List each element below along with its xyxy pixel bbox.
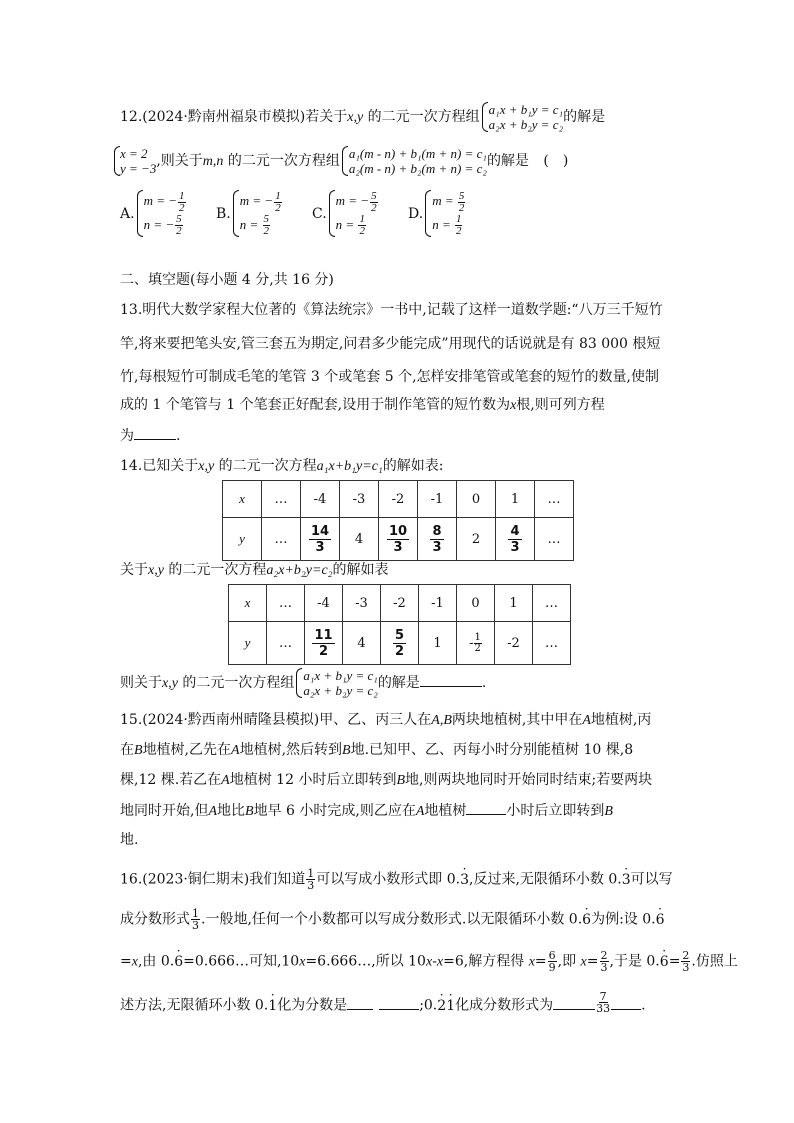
frac-den: 3	[307, 879, 315, 892]
frac-value	[508, 524, 521, 555]
q14-table-1	[222, 480, 574, 561]
q16-frac-1-3	[306, 868, 315, 891]
q15-line2	[120, 740, 633, 761]
q16-text: =	[120, 953, 132, 970]
q15-text: 地植树,然后转到	[239, 742, 343, 758]
frac-den: 3	[315, 539, 325, 555]
table-cell: …	[267, 585, 305, 622]
frac-num: 10	[388, 523, 408, 539]
q14-end-system	[294, 668, 377, 698]
q14-mid-c: 的解如表	[332, 562, 389, 578]
frac-num: 8	[432, 523, 442, 539]
table-cell: x	[223, 481, 262, 518]
q12-option-c[interactable]	[312, 190, 379, 237]
q16-var: x	[528, 954, 535, 970]
table-cell: -3	[343, 585, 381, 622]
table-cell: -1	[418, 481, 457, 518]
q16-text: ,由 0.	[137, 953, 175, 970]
table-cell: …	[535, 518, 574, 561]
q16-frac-1-3	[191, 908, 200, 931]
q13-answer-blank[interactable]	[134, 425, 176, 440]
q12-prefix: 12.(2024·黔南州福泉市模拟)若关于	[120, 109, 348, 125]
frac-num: 1	[275, 189, 281, 202]
q15-line3	[120, 770, 652, 791]
q13-line5	[120, 425, 180, 446]
frac-num: 4	[510, 523, 520, 539]
q15-var: A	[221, 773, 230, 788]
table-cell-frac	[418, 518, 457, 561]
q15-text: 地早 6 小时完成,则乙应在	[253, 803, 416, 819]
q13-line2: 竿,将来要把笔头安,管三套五为期定,问君多少能完成”用现代的话说就是有 83 000 根短	[120, 336, 661, 352]
q15-text: 地,则两块地同时开始同时结束;若要两块	[405, 772, 653, 788]
q14-mid-vars: x,y	[148, 563, 164, 578]
q15-text: 棵,12 棵.若乙在	[120, 772, 222, 788]
table-cell: -2	[381, 585, 419, 622]
frac-value	[312, 628, 334, 659]
q14-intro-c: 的解如表:	[382, 458, 444, 474]
q16-var: x	[436, 954, 444, 970]
q14-intro	[120, 456, 444, 477]
frac-value	[387, 524, 409, 555]
frac-den: 3	[432, 539, 442, 555]
q12-vars: x,y	[347, 110, 364, 125]
q16-text: 可以写	[630, 871, 673, 888]
frac-den: 2	[474, 642, 481, 654]
q12-then-text: ,则关于	[156, 153, 203, 169]
q15-var: B	[134, 743, 143, 758]
frac-num: 1	[179, 189, 185, 202]
q15-var: A	[231, 743, 240, 758]
q14-end-a: 则关于	[120, 675, 162, 691]
q14-end-vars: x,y	[162, 676, 178, 691]
option-label: B.	[216, 205, 231, 222]
option-m: m = −	[239, 193, 274, 208]
table-cell: x	[229, 585, 267, 622]
q16-text: =6.666…,所以 10	[305, 953, 426, 970]
q15-var: A	[582, 713, 591, 728]
q13-line4	[120, 395, 605, 416]
q12-mid-text: 的二元一次方程组	[367, 109, 480, 125]
q12-line1	[120, 102, 605, 132]
option-m-frac	[458, 191, 466, 214]
frac-den: 3	[600, 961, 608, 974]
q15-line1	[120, 710, 651, 731]
table-cell: y	[223, 518, 262, 561]
q12-answer-paren: ( )	[543, 153, 569, 169]
q16-text: 述方法,无限循环小数 0.	[120, 997, 269, 1014]
q13-wei: 为	[120, 428, 134, 444]
q16-repeat-digit: 6 ·	[582, 910, 591, 930]
option-m: m = −	[143, 193, 177, 208]
q16-var: x	[131, 954, 138, 970]
q12-system-1	[480, 102, 563, 132]
option-n: n =	[335, 216, 358, 232]
q16-text: ,即	[557, 953, 577, 970]
q12-option-b[interactable]	[216, 190, 283, 237]
frac-num: 7	[599, 990, 607, 1003]
q14-intro-a: 14.已知关于	[120, 458, 199, 474]
q13-line4-end: 根,则可列方程	[516, 397, 605, 413]
table-row-x	[223, 481, 574, 518]
q15-var: B	[342, 743, 351, 758]
q16-text: 化成分数形式为	[455, 997, 554, 1014]
q12-option-d[interactable]	[408, 190, 466, 237]
section-heading: 二、填空题(每小题 4 分,共 16 分)	[120, 272, 334, 288]
q16-repeat-digit: 3 ·	[622, 870, 631, 890]
q15-text: 两块地植树,其中甲在	[451, 712, 583, 728]
q15-line5: 地.	[120, 832, 139, 848]
frac-num: 5	[371, 189, 377, 202]
q14-intro-eq: a₁x+b₁y=c₁	[316, 459, 383, 474]
frac-value	[309, 524, 331, 555]
table-cell: 1	[496, 481, 535, 518]
table-cell: -2	[495, 622, 533, 665]
table-cell-frac	[301, 518, 340, 561]
frac-num: 2	[600, 949, 608, 962]
q12-system-2-row2: a₂(m - n) + b₂(m + n) = c₂	[348, 161, 487, 176]
q16-line4	[120, 990, 646, 1017]
q12-system-2	[340, 146, 487, 176]
q16-line2	[120, 908, 665, 931]
option-m: m =	[432, 193, 457, 208]
q14-table-2	[228, 584, 571, 665]
table-cell: -4	[305, 585, 343, 622]
q15-var: B	[396, 773, 406, 788]
q16-frac-2-3	[681, 950, 690, 973]
q12-system-1-row1: a₁x + b₁y = c₁	[488, 102, 564, 117]
q12-vars2: m,n	[202, 154, 224, 169]
option-system	[135, 190, 187, 237]
q16-repeat-digit: 6 ·	[656, 910, 665, 930]
frac-den: 2	[275, 201, 281, 214]
q16-var: x	[425, 954, 433, 970]
option-label: A.	[120, 205, 135, 222]
option-system	[231, 190, 283, 237]
q16-frac-2-3	[600, 950, 609, 973]
q14-intro-vars: x,y	[198, 459, 215, 474]
frac-den: 2	[455, 225, 462, 238]
q16-var: x	[580, 954, 587, 970]
q16-repeat-digit: 6 ·	[174, 952, 183, 972]
q16-line3	[120, 950, 738, 973]
q15-text: 小时后立即转到	[506, 803, 605, 819]
q16-text: =6,解方程得	[443, 953, 525, 970]
q15-var: B	[604, 804, 613, 819]
q14-end-b: 的二元一次方程组	[182, 675, 295, 691]
frac-den: 9	[548, 961, 556, 974]
q16-text: 化为分数是	[277, 997, 348, 1014]
frac-num: 5	[263, 213, 270, 226]
q15-text: 地同时开始,但	[120, 803, 209, 819]
q13-line3: 竹,每根短竹可制成毛笔的笔管 3 个或笔套 5 个,怎样安排笔管或笔套的短竹的数量,使制	[120, 369, 659, 385]
q13-line1: 13.明代大数学家程大位著的《算法统宗》一书中,记载了这样一道数学题:“八万三千短竹	[120, 302, 663, 318]
q15-text: 地植树,丙	[590, 712, 652, 728]
q14-mid-eq: a₂x+b₂y=c₂	[266, 563, 333, 578]
frac-num: 14	[310, 523, 330, 539]
frac-den: 2	[263, 225, 270, 238]
q15-line4	[120, 800, 613, 822]
q15-var: A,B	[431, 713, 452, 728]
q16-text: =	[668, 953, 681, 970]
option-m: m = −	[335, 193, 370, 208]
q14-end	[120, 668, 486, 698]
frac-num: 1	[192, 907, 199, 920]
q13-period: .	[176, 428, 181, 444]
q16-repeat-digit: 1 ·	[446, 996, 455, 1016]
table-cell: 4	[340, 518, 379, 561]
option-m-frac	[370, 191, 378, 214]
q15-text: 15.(2024·黔西南州晴隆县模拟)甲、乙、丙三人在	[120, 712, 432, 728]
frac-den: 2	[359, 225, 365, 238]
table-cell: -3	[340, 481, 379, 518]
q15-text: 地植树,乙先在	[142, 742, 232, 758]
table-row-y	[223, 518, 574, 561]
frac-den: 2	[176, 225, 182, 238]
q12-given-solution	[112, 146, 156, 176]
q16-answer-blank-1b[interactable]	[379, 995, 419, 1010]
q12-sol-text: 的解是	[563, 109, 606, 125]
frac-num: 5	[458, 189, 465, 202]
option-label: D.	[408, 205, 424, 222]
q12-given-row2: y = −3	[120, 161, 157, 176]
q13-line4-text: 成的 1 个笔管与 1 个笔套正好配套,设用于制作笔管的短竹数为	[120, 397, 511, 413]
q16-answer-blank-2b[interactable]	[611, 995, 641, 1010]
frac-num: 1	[455, 213, 462, 226]
frac-value	[393, 628, 406, 659]
table-cell: 2	[457, 518, 496, 561]
q12-sol-text2: 的解是	[486, 153, 529, 169]
q12-system-2-row1: a₁(m - n) + b₁(m + n) = c₁	[348, 146, 487, 161]
q16-text: ,于是 0.	[609, 953, 660, 970]
frac-den: 3	[682, 961, 690, 974]
q14-end-row1: a₁x + b₁y = c₁	[303, 668, 378, 683]
q16-text: =	[586, 953, 599, 970]
option-label: C.	[312, 205, 327, 222]
q15-text: 在	[120, 742, 134, 758]
option-n: n =	[239, 216, 262, 232]
q12-given-row1: x = 2	[120, 146, 148, 161]
frac-num: 6	[548, 949, 556, 962]
table-cell-frac	[305, 622, 343, 665]
frac-den: 2	[179, 201, 185, 214]
q16-repeat-digit: 2 ·	[437, 996, 446, 1016]
table-cell-frac	[379, 518, 418, 561]
q16-answer-blank-2a[interactable]	[553, 995, 595, 1010]
q14-end-period: .	[481, 675, 487, 691]
q16-text: 成分数形式	[120, 911, 190, 928]
table-cell: 0	[457, 585, 495, 622]
table-cell: …	[262, 481, 301, 518]
table-cell: 1	[419, 622, 457, 665]
q14-end-row2: a₂x + b₂y = c₂	[303, 683, 378, 698]
q16-frac-6-9	[548, 950, 557, 973]
q15-text: 地.已知甲、乙、丙每小时分别能植树 10 棵,8	[350, 742, 634, 758]
q16-answer-frac	[596, 991, 610, 1014]
frac-num: 1	[359, 213, 365, 226]
table-cell-frac	[381, 622, 419, 665]
frac-num: 2	[682, 949, 690, 962]
table-cell: 4	[343, 622, 381, 665]
option-n: n = −	[143, 216, 175, 232]
table-cell: -4	[301, 481, 340, 518]
q15-text: 地比	[217, 803, 246, 819]
frac-num: 1	[307, 867, 315, 880]
q16-text: .	[641, 997, 646, 1014]
table-cell: …	[535, 481, 574, 518]
q14-mid	[120, 560, 389, 581]
q16-text: ;0.	[419, 997, 438, 1014]
q15-text: 地植树 12 小时后立即转到	[229, 772, 397, 788]
q16-text: 可以写成小数形式即 0.	[316, 871, 461, 888]
q15-var: A	[208, 804, 218, 819]
q12-line2	[120, 146, 568, 176]
option-n-frac	[175, 214, 183, 237]
table-cell-frac	[457, 622, 495, 665]
table-cell: -2	[379, 481, 418, 518]
option-m-frac	[274, 191, 282, 214]
q16-repeat-digit: 3 ·	[460, 870, 469, 890]
q16-text: =0.666…可知,10	[183, 953, 300, 970]
frac-num: 5	[394, 627, 405, 643]
frac-den: 3	[510, 539, 520, 555]
q16-text: ,反过来,无限循环小数 0.	[469, 871, 622, 888]
q16-text: =	[534, 953, 547, 970]
table-cell: -1	[419, 585, 457, 622]
q14-intro-b: 的二元一次方程	[218, 458, 317, 474]
frac-value	[430, 524, 443, 555]
q12-option-a[interactable]	[120, 190, 187, 237]
q16-line1	[120, 868, 673, 891]
q14-answer-blank[interactable]	[420, 672, 482, 687]
option-n-frac	[358, 214, 366, 237]
q15-var: B	[245, 804, 254, 819]
q14-mid-a: 关于	[120, 562, 148, 578]
q13-var-x: x	[510, 398, 517, 413]
q14-mid-b: 的二元一次方程	[168, 562, 267, 578]
table-cell: …	[533, 585, 571, 622]
frac-den: 2	[371, 201, 377, 214]
option-n: n =	[432, 216, 454, 232]
table-cell: …	[533, 622, 571, 665]
frac-den: 3	[393, 539, 403, 555]
table-row-x	[229, 585, 571, 622]
table-row-y	[229, 622, 571, 665]
q12-system-1-row2: a₂x + b₂y = c₂	[488, 117, 564, 132]
frac-den: 2	[318, 643, 329, 659]
frac-den: 33	[596, 1002, 611, 1015]
table-cell-frac	[496, 518, 535, 561]
option-system	[423, 190, 466, 237]
q16-text: .一般地,任何一个小数都可以写成分数形式.以无限循环小数 0.	[201, 911, 583, 928]
frac-value	[474, 633, 482, 654]
q15-text: 地植树	[424, 803, 467, 819]
table-cell: …	[267, 622, 305, 665]
q16-text: 为例:设 0.	[591, 911, 656, 928]
q16-text: 16.(2023·铜仁期末)我们知道	[120, 871, 306, 888]
frac-num: 1	[474, 631, 481, 643]
q16-text: .仿照上	[691, 953, 738, 970]
table-cell: y	[229, 622, 267, 665]
table-cell: 1	[495, 585, 533, 622]
table-cell: …	[262, 518, 301, 561]
option-n-frac	[263, 214, 271, 237]
option-system	[327, 190, 379, 237]
table-cell: 0	[457, 481, 496, 518]
q14-end-c: 的解是	[377, 675, 420, 691]
q16-repeat-digit: 6 ·	[660, 952, 669, 972]
option-m-frac	[178, 191, 186, 214]
q16-text: -	[432, 953, 437, 970]
frac-den: 2	[394, 643, 405, 659]
option-n-frac	[455, 214, 463, 237]
frac-den: 2	[458, 201, 465, 214]
q15-var: A	[415, 804, 425, 819]
q15-answer-blank[interactable]	[466, 800, 506, 815]
q12-mid2-text: 的二元一次方程组	[227, 153, 340, 169]
frac-num: 5	[176, 213, 182, 226]
frac-sign: -	[469, 635, 474, 651]
q16-var: x	[299, 954, 306, 970]
frac-num: 11	[314, 627, 333, 643]
frac-den: 3	[192, 919, 199, 932]
q16-repeat-digit: 1 ·	[268, 996, 277, 1016]
q16-answer-blank-1a[interactable]	[347, 995, 373, 1010]
